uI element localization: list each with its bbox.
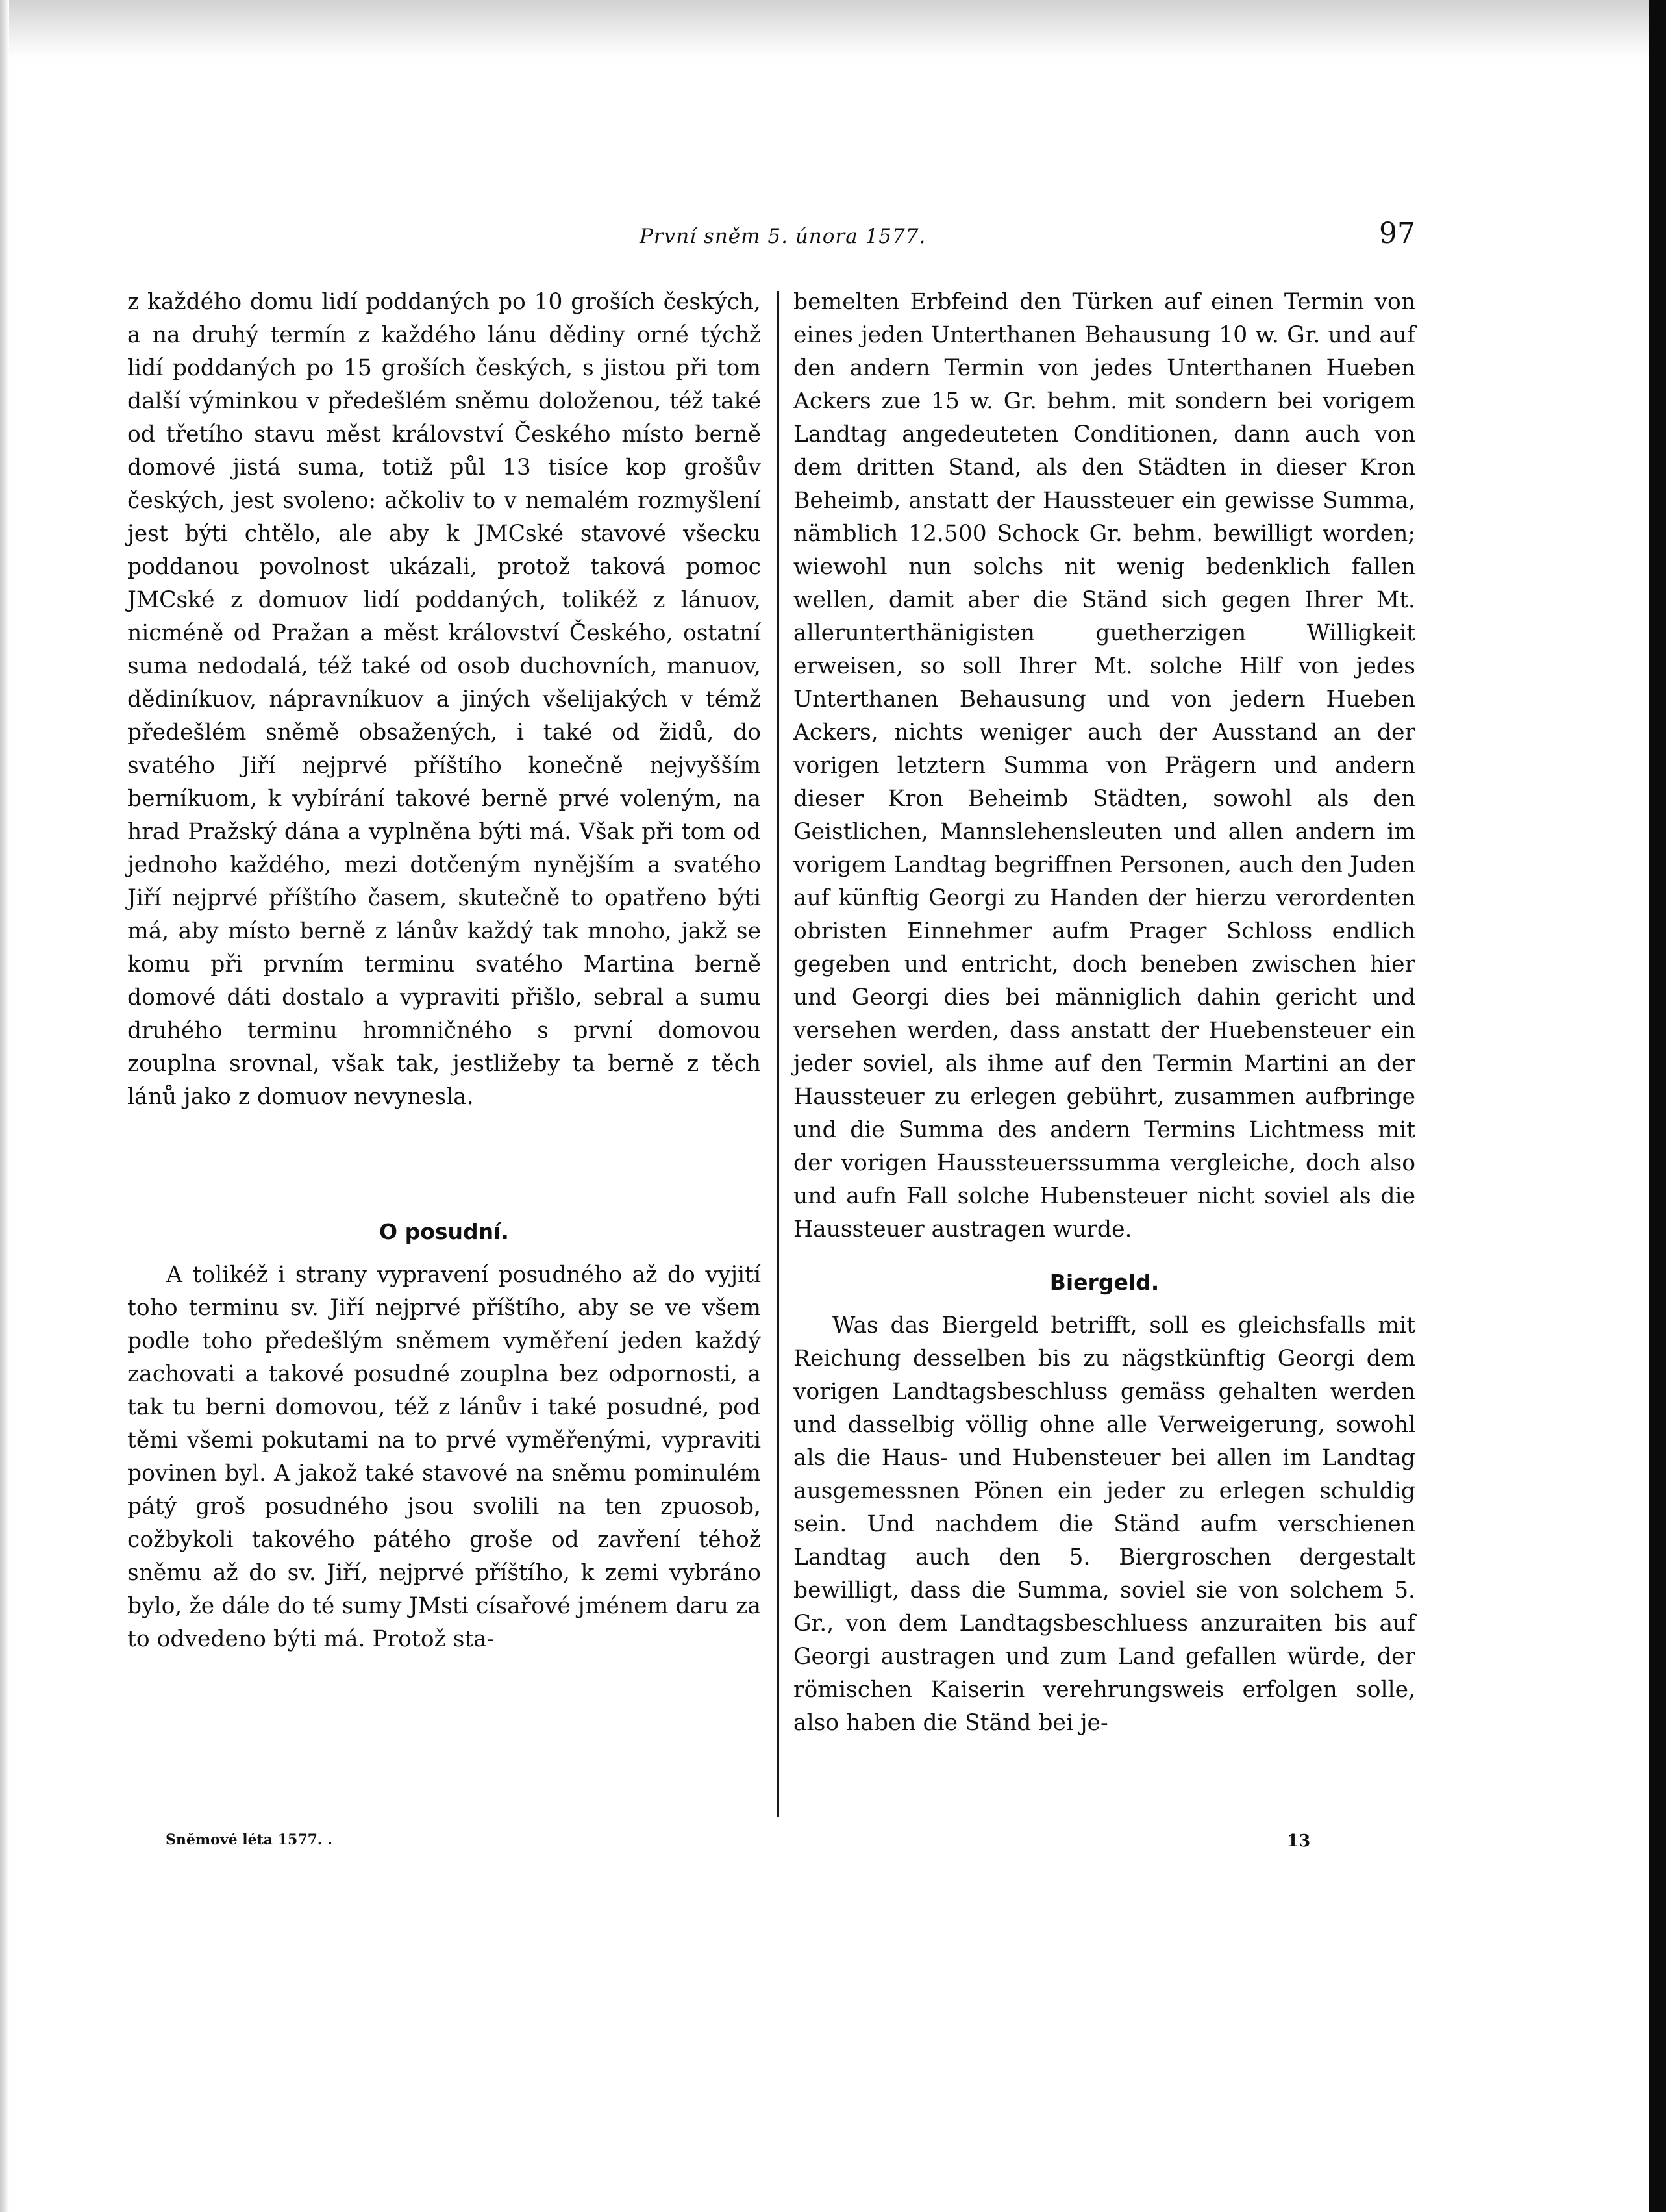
section-heading-biergeld: Biergeld. [1049, 1270, 1160, 1295]
right-paragraph-1: bemelten Erbfeind den Türken auf einen Termin von eines jeden Unterthanen Behausung 10 w. Gr. und auf den andern Termin von jedes Unterthanen Hueben Ackers zue 15 w. Gr. behm. mit sondern bei vorigem Landtag angedeuteten Conditionen, dann auch von dem dritten Stand, als den Städten in dieser Kron Beheimb, anstatt der Haussteuer ein gewisse Summa, nämblich 12.500 Schock Gr. behm. bewilligt worden; wiewohl nun solchs nit wenig bedenklich fallen wellen, damit aber die Ständ sich gegen Ihrer Mt. allerunterthänigisten guetherzigen Willigkeit erweisen, so soll Ihrer Mt. solche Hilf von jedes Unterthanen Behausung und von jedern Hueben Ackers, nichts weniger auch der Ausstand an der vorigen letztern Summa von Prägern und andern dieser Kron Beheimb Städten, sowohl als den Geistlichen, Mannslehensleuten und allen andern im vorigem Landtag begriffnen Personen, auch den Juden auf künftig Georgi zu Handen der hierzu verordenten obristen Einnehmer aufm Prager Schloss endlich gegeben und entricht, doch beneben zwischen hier und Georgi dies bei männiglich dahin gericht und versehen werden, dass anstatt der Huebensteuer ein jeder soviel, als ihme auf den Termin Martini an der Haussteuer zu erlegen gebührt, zusammen aufbringe und die Summa des andern Termins Lichtmess mit der vorigen Haussteuerssumma vergleiche, doch also und aufn Fall solche Hubensteuer nicht soviel als die Haussteuer austragen wurde. [793, 289, 1415, 1242]
scan-right-border [1649, 0, 1666, 2212]
left-paragraph-1: z každého domu lidí poddaných po 10 groších českých, a na druhý termín z každého lánu dědiny orné týchž lidí poddaných po 15 groších českých, s jistou při tom další výminkou v předešlém sněmu doloženou, též také od třetího stavu měst království Českého místo berně domové jistá suma, totiž půl 13 tisíce kop grošův českých, jest svoleno: ačkoliv to v nemalém rozmyšlení jest býti chtělo, ale aby k JMCské stavové všecku poddanou povolnost ukázali, protož taková pomoc JMCské z domuov lidí poddaných, tolikéž z lánuov, nicméně od Pražan a měst království Českého, ostatní suma nedodalá, též také od osob duchovních, manuov, dědiníkuov, nápravníkuov a jiných všelijakých v témž předešlém sněmě obsažených, i také od židů, do svatého Jiří nejprvé příštího konečně nejvyšším berníkuom, k vybírání takové berně prvé voleným, na hrad Pražský dána a vyplněna býti má. Však při tom od jednoho každého, mezi dotčeným nynějším a svatého Jiří nejprvé příštího časem, skutečně to opatřeno býti má, aby místo berně z lánův každý tak mnoho, jakž se komu při prvním terminu svatého Martina berně domové dáti dostalo a vypraviti přišlo, sebral a sumu druhého terminu hromničného s první domovou zouplna srovnal, však tak, jestližeby ta berně z těch lánů jako z domuov nevynesla. [127, 289, 761, 1110]
right-column-german [793, 286, 1415, 1740]
signature-mark: 13 [1287, 1831, 1311, 1851]
left-column-czech [127, 286, 761, 1656]
section-gap [793, 1246, 1415, 1266]
left-paragraph-2: A tolikéž i strany vypravení posudného až do vyjití toho terminu sv. Jiří nejprvé příštího, aby se ve všem podle toho předešlým sněmem vyměření jeden každý zachovati a takové posudné zouplna bez odpornosti, a tak tu berni domovou, též z lánův i také posudné, pod těmi všemi pokutami na to prvé vyměřenými, vypraviti povinen byl. A jakož také stavové na sněmu pominulém pátý groš posudného jsou svolili na ten zpuosob, cožbykoli takového pátého groše od zavření téhož sněmu až do sv. Jiří, nejprvé příštího, k zemi vybráno bylo, že dále do té sumy JMsti císařové jménem daru za to odvedeno býti má. Protož sta- [127, 1262, 761, 1652]
footer-note: Sněmové léta 1577. . [166, 1831, 332, 1848]
section-heading-posudni: O posudní. [379, 1219, 509, 1244]
page-number: 97 [1379, 217, 1415, 250]
column-divider [777, 291, 779, 1817]
scan-left-shadow [0, 0, 9, 2212]
heading-gap [127, 1248, 761, 1259]
running-title: První sněm 5. února 1577. [640, 225, 926, 248]
scan-top-shadow [0, 0, 1666, 58]
section-gap [127, 1114, 761, 1215]
heading-gap [793, 1299, 1415, 1309]
page-header [623, 214, 1415, 260]
right-paragraph-2: Was das Biergeld betrifft, soll es gleichsfalls mit Reichung desselben bis zu nägstkünftig Georgi dem vorigen Landtagsbeschluss gemäss gehalten werden und dasselbig völlig ohne alle Verweigerung, sowohl als die Haus- und Hubensteuer bei allen im Landtag ausgemessnen Pönen ein jeder zu erlegen schuldig sein. Und nachdem die Ständ aufm verschienen Landtag auch den 5. Biergroschen dergestalt bewilligt, dass die Summa, soviel sie von solchem 5. Gr., von dem Landtagsbeschluess anzuraiten bis auf Georgi austragen und zum Land gefallen würde, der römischen Kaiserin verehrungsweis erfolgen solle, also haben die Ständ bei je- [793, 1313, 1415, 1736]
